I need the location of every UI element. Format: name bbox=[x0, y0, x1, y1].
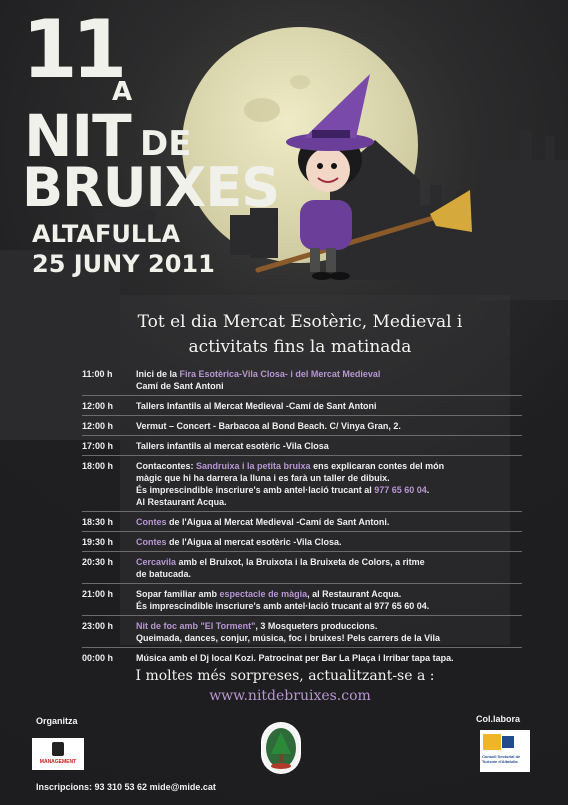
schedule-description bbox=[136, 536, 522, 548]
schedule-divider bbox=[82, 415, 522, 416]
schedule-text: Al Restaurant Acqua. bbox=[136, 497, 227, 507]
witch-leg bbox=[326, 248, 336, 272]
schedule-divider bbox=[82, 395, 522, 396]
schedule-row bbox=[82, 516, 522, 528]
schedule-description bbox=[136, 420, 522, 432]
schedule-description bbox=[136, 516, 522, 528]
schedule-text: , 3 Mosqueters produccions. bbox=[255, 621, 378, 631]
event-date: 25 JUNY 2011 bbox=[32, 250, 215, 278]
schedule-text: És imprescindible inscriure's amb antel·lació trucant al bbox=[136, 485, 375, 495]
schedule-row bbox=[82, 536, 522, 548]
schedule-row bbox=[82, 368, 522, 392]
schedule-text: Inici de la bbox=[136, 369, 180, 379]
schedule-description bbox=[136, 620, 522, 644]
schedule-text: de batucada. bbox=[136, 569, 192, 579]
schedule-row bbox=[82, 400, 522, 412]
schedule-line bbox=[136, 600, 522, 612]
schedule-description bbox=[136, 440, 522, 452]
schedule-row bbox=[82, 556, 522, 580]
schedule-text: Sopar familiar amb bbox=[136, 589, 220, 599]
schedule-time: 23:00 h bbox=[82, 621, 114, 631]
schedule-list bbox=[82, 368, 522, 664]
schedule-time: 21:00 h bbox=[82, 589, 114, 599]
organitza-label: Organitza bbox=[36, 716, 78, 726]
consell-turisme-logo bbox=[480, 730, 530, 772]
schedule-line bbox=[136, 400, 522, 412]
witch-shoe bbox=[312, 272, 332, 280]
schedule-text: Tallers infantils al mercat esotèric -Vila Closa bbox=[136, 441, 329, 451]
more-surprises-text: I moltes més sorpreses, actualitzant-se a : bbox=[135, 668, 435, 684]
schedule-row bbox=[82, 440, 522, 452]
management-logo-text: MANAGEMENT bbox=[39, 759, 77, 765]
title-word-bruixes: BRUIXES bbox=[22, 156, 280, 219]
schedule-line bbox=[136, 440, 522, 452]
witch-face bbox=[306, 148, 350, 192]
witch-shoe bbox=[330, 272, 350, 280]
schedule-text: . bbox=[426, 485, 430, 495]
schedule-text: És imprescindible inscriure's amb antel·lació trucant al 977 65 60 04. bbox=[136, 601, 430, 611]
headline bbox=[110, 310, 490, 360]
schedule-description bbox=[136, 556, 522, 580]
town-seal-logo bbox=[261, 722, 301, 774]
schedule-time: 18:30 h bbox=[82, 517, 114, 527]
schedule-description bbox=[136, 652, 522, 664]
schedule-divider bbox=[82, 531, 522, 532]
schedule-line bbox=[136, 496, 522, 508]
moon-crater bbox=[290, 75, 310, 89]
schedule-time: 12:00 h bbox=[82, 401, 114, 411]
schedule-row bbox=[82, 620, 522, 644]
schedule-description bbox=[136, 400, 522, 412]
schedule-line bbox=[136, 652, 522, 664]
inscripcions-contact: Inscripcions: 93 310 53 62 mide@mide.cat bbox=[36, 782, 216, 792]
highlighted-text: Sandruixa i la petita bruixa bbox=[196, 461, 311, 471]
schedule-divider bbox=[82, 583, 522, 584]
schedule-text: de l'Aigua al Mercat Medieval -Camí de Sant Antoni. bbox=[166, 517, 390, 527]
schedule-line bbox=[136, 472, 522, 484]
schedule-text: Contacontes: bbox=[136, 461, 197, 471]
schedule-time: 11:00 h bbox=[82, 369, 113, 379]
witch-hat-band bbox=[312, 130, 350, 138]
schedule-line bbox=[136, 568, 522, 580]
event-town: ALTAFULLA bbox=[32, 220, 181, 248]
highlighted-text: Contes bbox=[136, 537, 167, 547]
schedule-row bbox=[82, 420, 522, 432]
schedule-text: Vermut – Concert - Barbacoa al Bond Beach. C/ Vinya Gran, 2. bbox=[136, 421, 401, 431]
witch-eye bbox=[317, 163, 323, 169]
schedule-time: 17:00 h bbox=[82, 441, 114, 451]
schedule-time: 12:00 h bbox=[82, 421, 114, 431]
schedule-line bbox=[136, 368, 522, 380]
schedule-time: 18:00 h bbox=[82, 461, 114, 471]
schedule-time: 19:30 h bbox=[82, 537, 114, 547]
schedule-row bbox=[82, 652, 522, 664]
schedule-text: de l'Aigua al mercat esotèric -Vila Closa. bbox=[166, 537, 342, 547]
witch-dress bbox=[300, 200, 352, 250]
edition-ordinal: A bbox=[112, 77, 133, 107]
schedule-text: màgic que hi ha darrera la lluna i es farà un taller de dibuix. bbox=[136, 473, 390, 483]
colabora-label: Col.labora bbox=[476, 714, 521, 724]
title-word-nit: NIT bbox=[24, 102, 131, 170]
highlighted-text: Fira Esotèrica-Vila Closa- i del Mercat Medieval bbox=[179, 369, 381, 379]
highlighted-text: Contes bbox=[136, 517, 167, 527]
schedule-text: amb el Bruixot, la Bruixota i la Bruixeta de Colors, a ritme bbox=[176, 557, 425, 567]
event-title bbox=[22, 3, 282, 278]
schedule-text: , al Restaurant Acqua. bbox=[307, 589, 402, 599]
management-logo bbox=[32, 738, 84, 770]
highlighted-text: Nit de foc amb "El Torment" bbox=[136, 621, 256, 631]
schedule-text: Camí de Sant Antoni bbox=[136, 381, 224, 391]
highlighted-text: 977 65 60 04 bbox=[374, 485, 427, 495]
schedule-line bbox=[136, 588, 522, 600]
headline-line: Tot el dia Mercat Esotèric, Medieval i bbox=[137, 312, 463, 332]
schedule-text: ens explicaran contes del món bbox=[310, 461, 445, 471]
schedule-text: Música amb el Dj local Kozi. Patrocinat per Bar La Plaça i Irribar tapa tapa. bbox=[136, 653, 454, 663]
schedule-line bbox=[136, 536, 522, 548]
schedule-line bbox=[136, 420, 522, 432]
schedule-divider bbox=[82, 615, 522, 616]
title-word-de: DE bbox=[140, 124, 192, 164]
edition-number: 11 bbox=[22, 3, 122, 96]
schedule-description bbox=[136, 460, 522, 508]
highlighted-text: Cercavila bbox=[136, 557, 177, 567]
schedule-line bbox=[136, 460, 522, 472]
schedule-divider bbox=[82, 511, 522, 512]
schedule-line bbox=[136, 484, 522, 496]
schedule-row bbox=[82, 588, 522, 612]
schedule-description bbox=[136, 368, 522, 392]
schedule-line bbox=[136, 620, 522, 632]
schedule-row bbox=[82, 460, 522, 508]
consell-logo-mark bbox=[483, 734, 501, 750]
management-logo-mark bbox=[52, 742, 64, 756]
schedule-time: 00:00 h bbox=[82, 653, 114, 663]
consell-logo-text: Consell Sectorial de Turisme d'Altafulla bbox=[482, 754, 521, 764]
schedule-line bbox=[136, 632, 522, 644]
schedule-divider bbox=[82, 435, 522, 436]
schedule-line bbox=[136, 380, 522, 392]
schedule-divider bbox=[82, 647, 522, 648]
consell-logo-mark bbox=[502, 736, 514, 748]
schedule-line bbox=[136, 516, 522, 528]
schedule-divider bbox=[82, 551, 522, 552]
highlighted-text: espectacle de màgia bbox=[219, 589, 308, 599]
website-link[interactable]: www.nitdebruixes.com bbox=[209, 688, 371, 704]
witch-eye bbox=[331, 163, 337, 169]
schedule-time: 20:30 h bbox=[82, 557, 114, 567]
schedule-text: Tallers Infantils al Mercat Medieval -Camí de Sant Antoni bbox=[136, 401, 377, 411]
headline-line: activitats fins la matinada bbox=[188, 337, 412, 357]
witch-leg bbox=[310, 248, 320, 272]
schedule-text: Queimada, dances, conjur, música, foc i bruixes! Pels carrers de la Vila bbox=[136, 633, 440, 643]
schedule-divider bbox=[82, 455, 522, 456]
schedule-description bbox=[136, 588, 522, 612]
schedule-line bbox=[136, 556, 522, 568]
